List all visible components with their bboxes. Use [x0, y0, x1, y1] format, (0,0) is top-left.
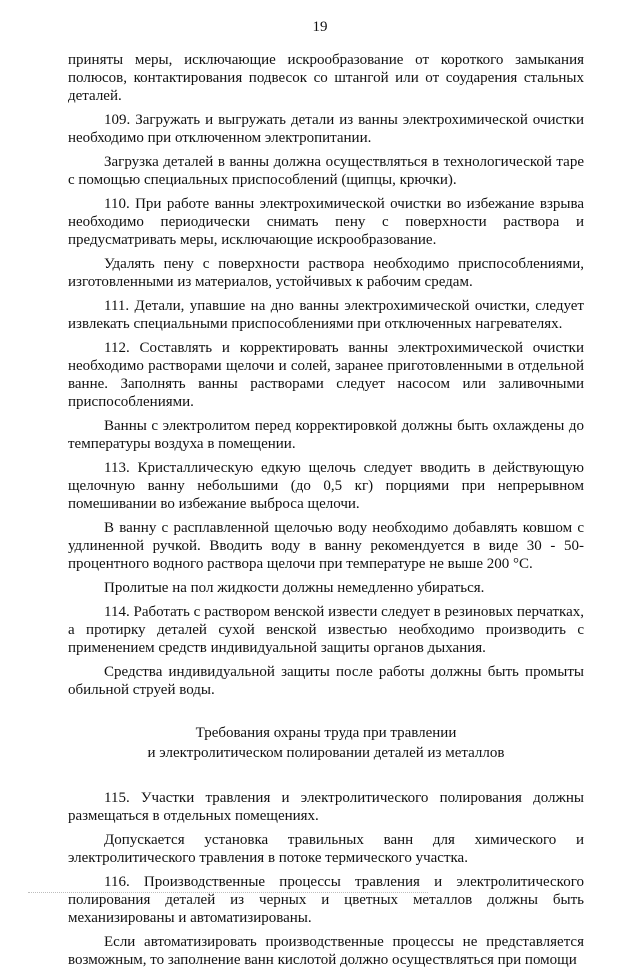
paragraph: 114. Работать с раствором венской извести следует в резиновых перчатках, а протирку деталей сухой венской известью необходимо производить с применением средств индивидуальной защиты органов дыхания. [68, 604, 584, 656]
paragraph: Загрузка деталей в ванны должна осуществляться в технологической таре с помощью специальных приспособлений (щипцы, крючки). [68, 154, 584, 188]
paragraph: Средства индивидуальной защиты после работы должны быть промыты обильной струей воды. [68, 664, 584, 698]
page-number: 19 [312, 19, 328, 35]
paragraph: Удалять пену с поверхности раствора необходимо приспособлениями, изготовленными из материалов, устойчивых к рабочим средам. [68, 256, 584, 290]
section-heading-line-2: и электролитическом полировании деталей из металлов [147, 745, 505, 761]
paragraph: 116. Производственные процессы травления и электролитического полирования деталей из черных и цветных металлов должны быть механизированы и автоматизированы. [68, 874, 584, 926]
paragraph: приняты меры, исключающие искрообразование от короткого замыкания полюсов, контактирования подвесок со штангой или от соударения стальных деталей. [68, 52, 584, 104]
paragraph: 113. Кристаллическую едкую щелочь следует вводить в действующую щелочную ванну небольшими (до 0,5 кг) порциями при непрерывном помешивании во избежание выброса щелочи. [68, 460, 584, 512]
paragraph: 110. При работе ванны электрохимической очистки во избежание взрыва необходимо периодически снимать пену с поверхности раствора и предусматривать меры, исключающие искрообразование. [68, 196, 584, 248]
paragraph: 109. Загружать и выгружать детали из ванны электрохимической очистки необходимо при отключенном электропитании. [68, 112, 584, 146]
paragraph: Если автоматизировать производственные процессы не представляется возможным, то заполнение ванн кислотой должно осуществляться при помощи [68, 934, 584, 968]
footer-divider [28, 892, 428, 894]
paragraph: Пролитые на пол жидкости должны немедленно убираться. [104, 580, 485, 596]
paragraph: Допускается установка травильных ванн для химического и электролитического травления в потоке термического участка. [68, 832, 584, 866]
paragraph: 115. Участки травления и электролитического полирования должны размещаться в отдельных помещениях. [68, 790, 584, 824]
paragraph: 112. Составлять и корректировать ванны электрохимической очистки необходимо растворами щелочи и солей, заранее приготовленными в отдельной ванне. Заполнять ванны растворами следует насосом или заливочными приспособлениями. [68, 340, 584, 410]
section-heading-line-1: Требования охраны труда при травлении [195, 725, 457, 741]
paragraph: Ванны с электролитом перед корректировкой должны быть охлаждены до температуры воздуха в помещении. [68, 418, 584, 452]
paragraph: 111. Детали, упавшие на дно ванны электрохимической очистки, следует извлекать специальными приспособлениями при отключенных нагревателях. [68, 298, 584, 332]
section-heading [68, 723, 584, 763]
document-body [68, 51, 584, 975]
paragraph: В ванну с расплавленной щелочью воду необходимо добавлять ковшом с удлиненной ручкой. Вводить воду в ванну рекомендуется в виде 30 - 50-процентного водного раствора щелочи при температуре не выше 200 °С. [68, 520, 584, 572]
